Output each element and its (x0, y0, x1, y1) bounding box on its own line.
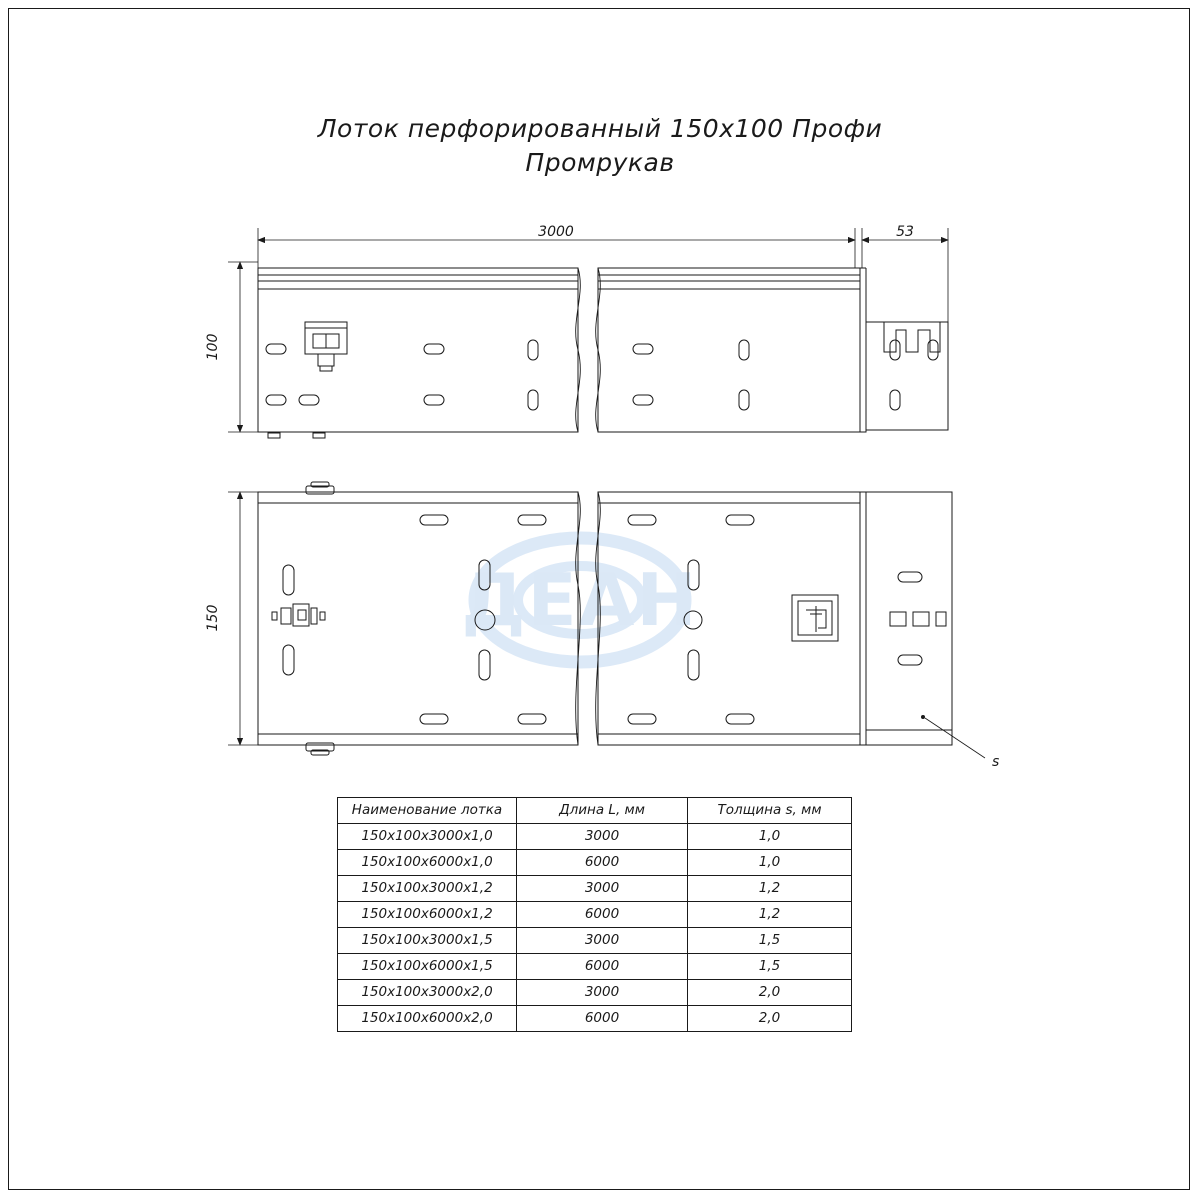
mounting-clip-detail (305, 322, 347, 371)
cell-name: 150х100х6000х2,0 (338, 1006, 517, 1032)
cell-length: 3000 (517, 980, 688, 1006)
table-header-row (338, 798, 852, 824)
flange-detail-front (884, 322, 940, 352)
table-row (338, 876, 852, 902)
table-row (338, 902, 852, 928)
cell-name: 150х100х3000х1,0 (338, 824, 517, 850)
specification-table (337, 797, 852, 1032)
watermark-text: ДЕАН (461, 558, 699, 642)
dimension-height-100 (228, 262, 258, 432)
table-header-name: Наименование лотка (338, 798, 517, 824)
cell-length: 6000 (517, 850, 688, 876)
perforation-holes-front (266, 340, 938, 410)
cell-name: 150х100х6000х1,5 (338, 954, 517, 980)
product-stamp (792, 595, 838, 641)
leader-thickness (921, 715, 985, 758)
cell-length: 3000 (517, 876, 688, 902)
cell-length: 3000 (517, 824, 688, 850)
cell-name: 150х100х3000х1,5 (338, 928, 517, 954)
dim-label-side: 53 (896, 224, 914, 240)
dim-label-height-150: 150 (205, 604, 221, 632)
table-row (338, 824, 852, 850)
cell-thickness: 1,0 (688, 850, 852, 876)
cell-thickness: 1,2 (688, 902, 852, 928)
cell-thickness: 1,5 (688, 928, 852, 954)
table-row (338, 928, 852, 954)
cell-length: 6000 (517, 902, 688, 928)
title-line-1: Лоток перфорированный 150x100 Профи (317, 114, 883, 143)
table-header-length: Длина L, мм (517, 798, 688, 824)
title-line-2: Промрукав (525, 147, 675, 177)
table-row (338, 954, 852, 980)
dim-label-length: 3000 (538, 224, 574, 240)
dim-label-height-100: 100 (205, 333, 221, 361)
table-row (338, 850, 852, 876)
cell-length: 6000 (517, 1006, 688, 1032)
cell-thickness: 1,0 (688, 824, 852, 850)
cell-name: 150х100х3000х2,0 (338, 980, 517, 1006)
dim-label-thickness: s (992, 754, 1000, 770)
cell-name: 150х100х3000х1,2 (338, 876, 517, 902)
cell-name: 150х100х6000х1,2 (338, 902, 517, 928)
cell-length: 6000 (517, 954, 688, 980)
cell-thickness: 1,5 (688, 954, 852, 980)
cell-thickness: 2,0 (688, 980, 852, 1006)
table-header-thickness: Толщина s, мм (688, 798, 852, 824)
dimension-side-53 (862, 228, 948, 330)
cell-thickness: 2,0 (688, 1006, 852, 1032)
cell-thickness: 1,2 (688, 876, 852, 902)
cell-name: 150х100х6000х1,0 (338, 850, 517, 876)
top-view-details (272, 482, 334, 755)
cell-length: 3000 (517, 928, 688, 954)
table-row (338, 980, 852, 1006)
table-row (338, 1006, 852, 1032)
dimension-height-150 (228, 492, 258, 745)
